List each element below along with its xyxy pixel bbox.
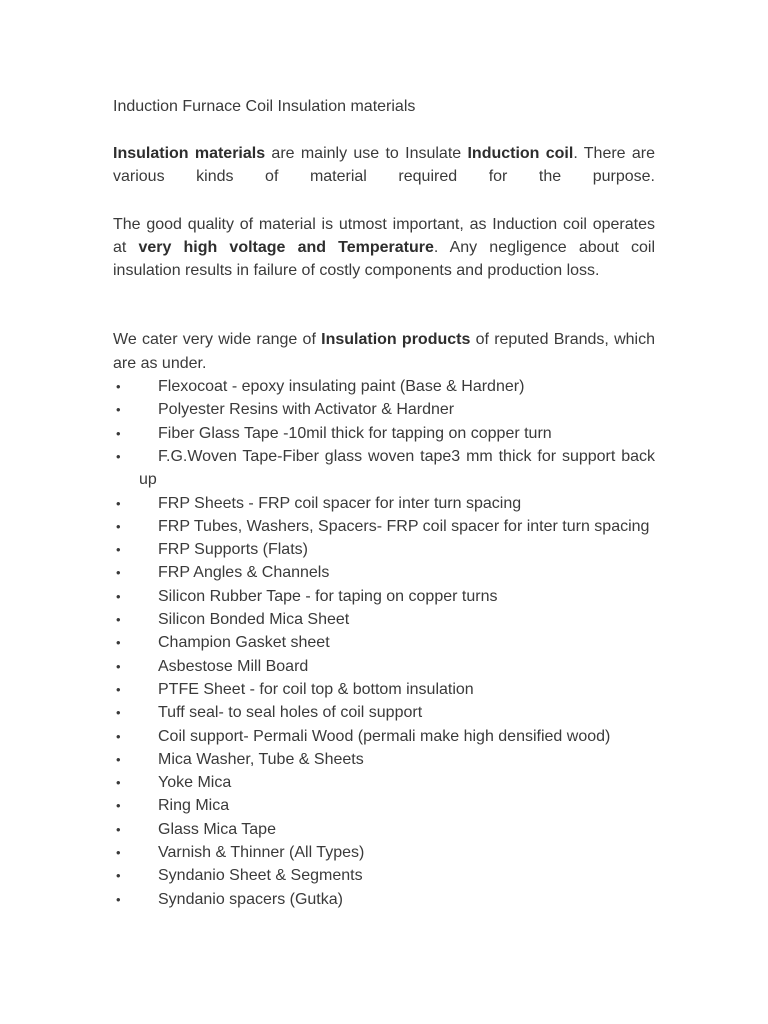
list-item-text: Glass Mica Tape	[158, 820, 276, 838]
bullet-icon: •	[116, 612, 121, 628]
intro-paragraph	[113, 142, 655, 189]
bullet-icon: •	[116, 681, 121, 697]
bullet-icon: •	[116, 775, 121, 791]
quality-paragraph	[113, 213, 655, 283]
bullet-icon: •	[116, 588, 121, 604]
list-item	[113, 538, 655, 561]
para3-text2: of reputed Brands, which are as under.	[113, 331, 655, 372]
list-item	[113, 771, 655, 794]
list-item-text: Syndanio spacers (Gutka)	[158, 890, 343, 908]
list-item	[113, 794, 655, 817]
bold-induction-coil: Induction coil	[467, 145, 574, 162]
bullet-icon: •	[116, 425, 121, 441]
document-page	[113, 95, 655, 911]
list-item-text: FRP Sheets - FRP coil spacer for inter turn spacing	[158, 494, 522, 512]
list-item	[113, 561, 655, 584]
products-intro-paragraph	[113, 328, 655, 375]
list-item	[113, 701, 655, 724]
list-item	[113, 492, 655, 515]
para1-text2: . There are various kinds of material required for the purpose.	[113, 145, 656, 186]
para1-text1: are mainly use to Insulate	[265, 145, 468, 162]
document-title: Induction Furnace Coil Insulation materials	[113, 98, 416, 115]
bold-insulation-products: Insulation products	[321, 331, 471, 349]
list-item-text: Coil support- Permali Wood (permali make high densified wood)	[158, 727, 611, 745]
bold-insulation-materials: Insulation materials	[113, 145, 266, 162]
bullet-icon: •	[116, 635, 121, 651]
list-item	[113, 398, 655, 421]
list-item-text: FRP Supports (Flats)	[158, 541, 308, 559]
bullet-icon: •	[116, 565, 121, 581]
bullet-icon: •	[116, 798, 121, 814]
list-item	[113, 725, 655, 748]
bullet-icon: •	[116, 402, 121, 418]
list-item-text: Ring Mica	[158, 797, 230, 815]
bullet-icon: •	[116, 542, 121, 558]
list-item-text: Polyester Resins with Activator & Hardner	[158, 401, 455, 419]
list-item-text: Asbestose Mill Board	[158, 657, 309, 675]
list-item-text: FRP Angles & Channels	[158, 564, 330, 582]
list-item-text: Yoke Mica	[158, 774, 232, 792]
list-item	[113, 655, 655, 678]
para2-text1: The good quality of material is utmost important, as Induction coil operates at	[113, 215, 655, 256]
list-item-text: Champion Gasket sheet	[158, 634, 330, 652]
bullet-icon: •	[116, 518, 121, 534]
list-item-text: Flexocoat - epoxy insulating paint (Base & Hardner)	[158, 378, 525, 396]
list-item-text: Silicon Bonded Mica Sheet	[158, 611, 350, 629]
bullet-icon: •	[116, 751, 121, 767]
list-item	[113, 678, 655, 701]
list-item	[113, 841, 655, 864]
list-item	[113, 445, 655, 492]
list-item-text: Syndanio Sheet & Segments	[158, 867, 363, 885]
bullet-icon: •	[116, 448, 121, 464]
list-item-text: Fiber Glass Tape -10mil thick for tapping on copper turn	[158, 424, 552, 442]
bold-voltage-temperature: very high voltage and Temperature	[138, 238, 434, 256]
list-item	[113, 515, 655, 538]
list-item	[113, 608, 655, 631]
list-item-text: F.G.Woven Tape-Fiber glass woven tape3 mm thick for support back up	[139, 447, 655, 489]
list-item	[113, 585, 655, 608]
para3-text1: We cater very wide range of	[113, 331, 322, 349]
bullet-icon: •	[116, 495, 121, 511]
list-item	[113, 748, 655, 771]
list-item	[113, 818, 655, 841]
list-item-text: Tuff seal- to seal holes of coil support	[158, 704, 423, 722]
list-item-text: Varnish & Thinner (All Types)	[158, 844, 365, 862]
list-item-text: FRP Tubes, Washers, Spacers- FRP coil spacer for inter turn spacing	[158, 517, 650, 535]
bullet-icon: •	[116, 658, 121, 674]
list-item	[113, 888, 655, 911]
products-list	[113, 375, 655, 911]
list-item-text: Silicon Rubber Tape - for taping on copper turns	[158, 587, 498, 605]
bullet-icon: •	[116, 705, 121, 721]
bullet-icon: •	[116, 728, 121, 744]
list-item	[113, 864, 655, 887]
bullet-icon: •	[116, 821, 121, 837]
list-item	[113, 375, 655, 398]
bullet-icon: •	[116, 845, 121, 861]
list-item	[113, 422, 655, 445]
bullet-icon: •	[116, 891, 121, 907]
bullet-icon: •	[116, 868, 121, 884]
bullet-icon: •	[116, 379, 121, 395]
list-item-text: Mica Washer, Tube & Sheets	[158, 750, 364, 768]
list-item-text: PTFE Sheet - for coil top & bottom insulation	[158, 680, 474, 698]
list-item	[113, 631, 655, 654]
para2-text2: . Any negligence about coil insulation results in failure of costly components and production loss.	[113, 238, 656, 280]
